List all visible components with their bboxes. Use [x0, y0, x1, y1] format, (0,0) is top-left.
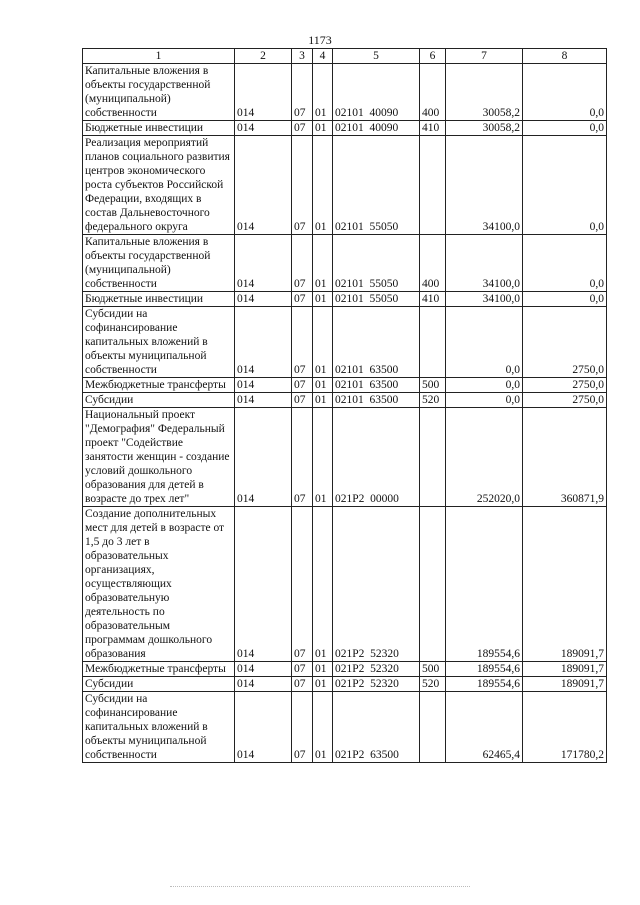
- ministry-code-cell: 014: [235, 136, 292, 235]
- column-number: 8: [523, 49, 607, 64]
- amount-col8-cell: 189091,7: [523, 677, 607, 692]
- target-article-cell: 02101 63500: [333, 378, 420, 393]
- subsection-cell: 01: [313, 662, 333, 677]
- subsection-cell: 01: [313, 378, 333, 393]
- column-number-row: [83, 49, 607, 64]
- budget-table: [82, 48, 607, 763]
- subsection-cell: 01: [313, 121, 333, 136]
- target-article-cell: 021P2 52320: [333, 662, 420, 677]
- expense-type-cell: 500: [420, 378, 446, 393]
- expense-type-cell: 520: [420, 393, 446, 408]
- table-row: [83, 378, 607, 393]
- target-article-cell: 021P2 52320: [333, 677, 420, 692]
- amount-col7-cell: 0,0: [446, 378, 523, 393]
- table-row: [83, 292, 607, 307]
- section-cell: 07: [292, 393, 313, 408]
- section-cell: 07: [292, 292, 313, 307]
- subsection-cell: 01: [313, 393, 333, 408]
- ministry-code-cell: 014: [235, 393, 292, 408]
- amount-col8-cell: 0,0: [523, 64, 607, 121]
- scan-artifact: [170, 886, 470, 889]
- expense-type-cell: 410: [420, 292, 446, 307]
- amount-col7-cell: 30058,2: [446, 121, 523, 136]
- ministry-code-cell: 014: [235, 121, 292, 136]
- section-cell: 07: [292, 408, 313, 507]
- target-article-cell: 02101 40090: [333, 64, 420, 121]
- ministry-code-cell: 014: [235, 507, 292, 662]
- amount-col7-cell: 189554,6: [446, 677, 523, 692]
- subsection-cell: 01: [313, 307, 333, 378]
- ministry-code-cell: 014: [235, 64, 292, 121]
- section-cell: 07: [292, 662, 313, 677]
- column-number: 7: [446, 49, 523, 64]
- item-name-cell: Реализация мероприятий планов социального развития центров экономического роста субъектов Российской Федерации, входящих в состав Дальневосточного федерального округа: [83, 136, 235, 235]
- table-row: [83, 408, 607, 507]
- expense-type-cell: [420, 307, 446, 378]
- section-cell: 07: [292, 378, 313, 393]
- expense-type-cell: [420, 507, 446, 662]
- target-article-cell: 02101 55050: [333, 136, 420, 235]
- table-row: [83, 677, 607, 692]
- section-cell: 07: [292, 507, 313, 662]
- amount-col7-cell: 252020,0: [446, 408, 523, 507]
- column-number: 3: [292, 49, 313, 64]
- expense-type-cell: 400: [420, 64, 446, 121]
- target-article-cell: 02101 55050: [333, 235, 420, 292]
- item-name-cell: Субсидии на софинансирование капитальных вложений в объекты муниципальной собственности: [83, 692, 235, 763]
- item-name-cell: Субсидии на софинансирование капитальных вложений в объекты муниципальной собственности: [83, 307, 235, 378]
- item-name-cell: Капитальные вложения в объекты государственной (муниципальной) собственности: [83, 235, 235, 292]
- section-cell: 07: [292, 136, 313, 235]
- amount-col8-cell: 0,0: [523, 121, 607, 136]
- ministry-code-cell: 014: [235, 292, 292, 307]
- amount-col7-cell: 189554,6: [446, 662, 523, 677]
- amount-col7-cell: 34100,0: [446, 136, 523, 235]
- amount-col8-cell: 0,0: [523, 235, 607, 292]
- target-article-cell: 021P2 52320: [333, 507, 420, 662]
- table-row: [83, 507, 607, 662]
- expense-type-cell: [420, 408, 446, 507]
- ministry-code-cell: 014: [235, 378, 292, 393]
- amount-col8-cell: 189091,7: [523, 507, 607, 662]
- amount-col8-cell: 2750,0: [523, 393, 607, 408]
- item-name-cell: Капитальные вложения в объекты государственной (муниципальной) собственности: [83, 64, 235, 121]
- amount-col7-cell: 189554,6: [446, 507, 523, 662]
- target-article-cell: 02101 55050: [333, 292, 420, 307]
- column-number: 5: [333, 49, 420, 64]
- target-article-cell: 021P2 00000: [333, 408, 420, 507]
- ministry-code-cell: 014: [235, 408, 292, 507]
- item-name-cell: Субсидии: [83, 393, 235, 408]
- subsection-cell: 01: [313, 136, 333, 235]
- amount-col8-cell: 171780,2: [523, 692, 607, 763]
- table-row: [83, 662, 607, 677]
- expense-type-cell: [420, 136, 446, 235]
- amount-col8-cell: 360871,9: [523, 408, 607, 507]
- amount-col8-cell: 0,0: [523, 292, 607, 307]
- expense-type-cell: 520: [420, 677, 446, 692]
- target-article-cell: 02101 40090: [333, 121, 420, 136]
- expense-type-cell: 400: [420, 235, 446, 292]
- subsection-cell: 01: [313, 235, 333, 292]
- item-name-cell: Межбюджетные трансферты: [83, 662, 235, 677]
- table-row: [83, 64, 607, 121]
- subsection-cell: 01: [313, 408, 333, 507]
- subsection-cell: 01: [313, 292, 333, 307]
- section-cell: 07: [292, 121, 313, 136]
- amount-col8-cell: 0,0: [523, 136, 607, 235]
- amount-col7-cell: 34100,0: [446, 292, 523, 307]
- table-row: [83, 307, 607, 378]
- expense-type-cell: [420, 692, 446, 763]
- item-name-cell: Межбюджетные трансферты: [83, 378, 235, 393]
- item-name-cell: Национальный проект "Демография" Федеральный проект "Содействие занятости женщин - создание условий дошкольного образования для детей в возрасте до трех лет": [83, 408, 235, 507]
- table-row: [83, 393, 607, 408]
- amount-col8-cell: 2750,0: [523, 307, 607, 378]
- table-row: [83, 121, 607, 136]
- target-article-cell: 021P2 63500: [333, 692, 420, 763]
- amount-col7-cell: 0,0: [446, 307, 523, 378]
- ministry-code-cell: 014: [235, 662, 292, 677]
- table-row: [83, 692, 607, 763]
- subsection-cell: 01: [313, 692, 333, 763]
- section-cell: 07: [292, 692, 313, 763]
- amount-col7-cell: 62465,4: [446, 692, 523, 763]
- section-cell: 07: [292, 307, 313, 378]
- item-name-cell: Создание дополнительных мест для детей в возрасте от 1,5 до 3 лет в образовательных организациях, осуществляющих образовательную деятельность по образовательным программам дошкольного образования: [83, 507, 235, 662]
- column-number: 4: [313, 49, 333, 64]
- section-cell: 07: [292, 677, 313, 692]
- expense-type-cell: 500: [420, 662, 446, 677]
- column-number: 6: [420, 49, 446, 64]
- expense-type-cell: 410: [420, 121, 446, 136]
- target-article-cell: 02101 63500: [333, 307, 420, 378]
- amount-col7-cell: 0,0: [446, 393, 523, 408]
- item-name-cell: Бюджетные инвестиции: [83, 121, 235, 136]
- item-name-cell: Бюджетные инвестиции: [83, 292, 235, 307]
- ministry-code-cell: 014: [235, 235, 292, 292]
- page-number: 1173: [308, 33, 332, 47]
- amount-col8-cell: 2750,0: [523, 378, 607, 393]
- table-row: [83, 136, 607, 235]
- column-number: 1: [83, 49, 235, 64]
- subsection-cell: 01: [313, 507, 333, 662]
- subsection-cell: 01: [313, 677, 333, 692]
- amount-col7-cell: 30058,2: [446, 64, 523, 121]
- subsection-cell: 01: [313, 64, 333, 121]
- item-name-cell: Субсидии: [83, 677, 235, 692]
- section-cell: 07: [292, 64, 313, 121]
- amount-col8-cell: 189091,7: [523, 662, 607, 677]
- column-number: 2: [235, 49, 292, 64]
- target-article-cell: 02101 63500: [333, 393, 420, 408]
- ministry-code-cell: 014: [235, 307, 292, 378]
- section-cell: 07: [292, 235, 313, 292]
- amount-col7-cell: 34100,0: [446, 235, 523, 292]
- table-row: [83, 235, 607, 292]
- ministry-code-cell: 014: [235, 692, 292, 763]
- ministry-code-cell: 014: [235, 677, 292, 692]
